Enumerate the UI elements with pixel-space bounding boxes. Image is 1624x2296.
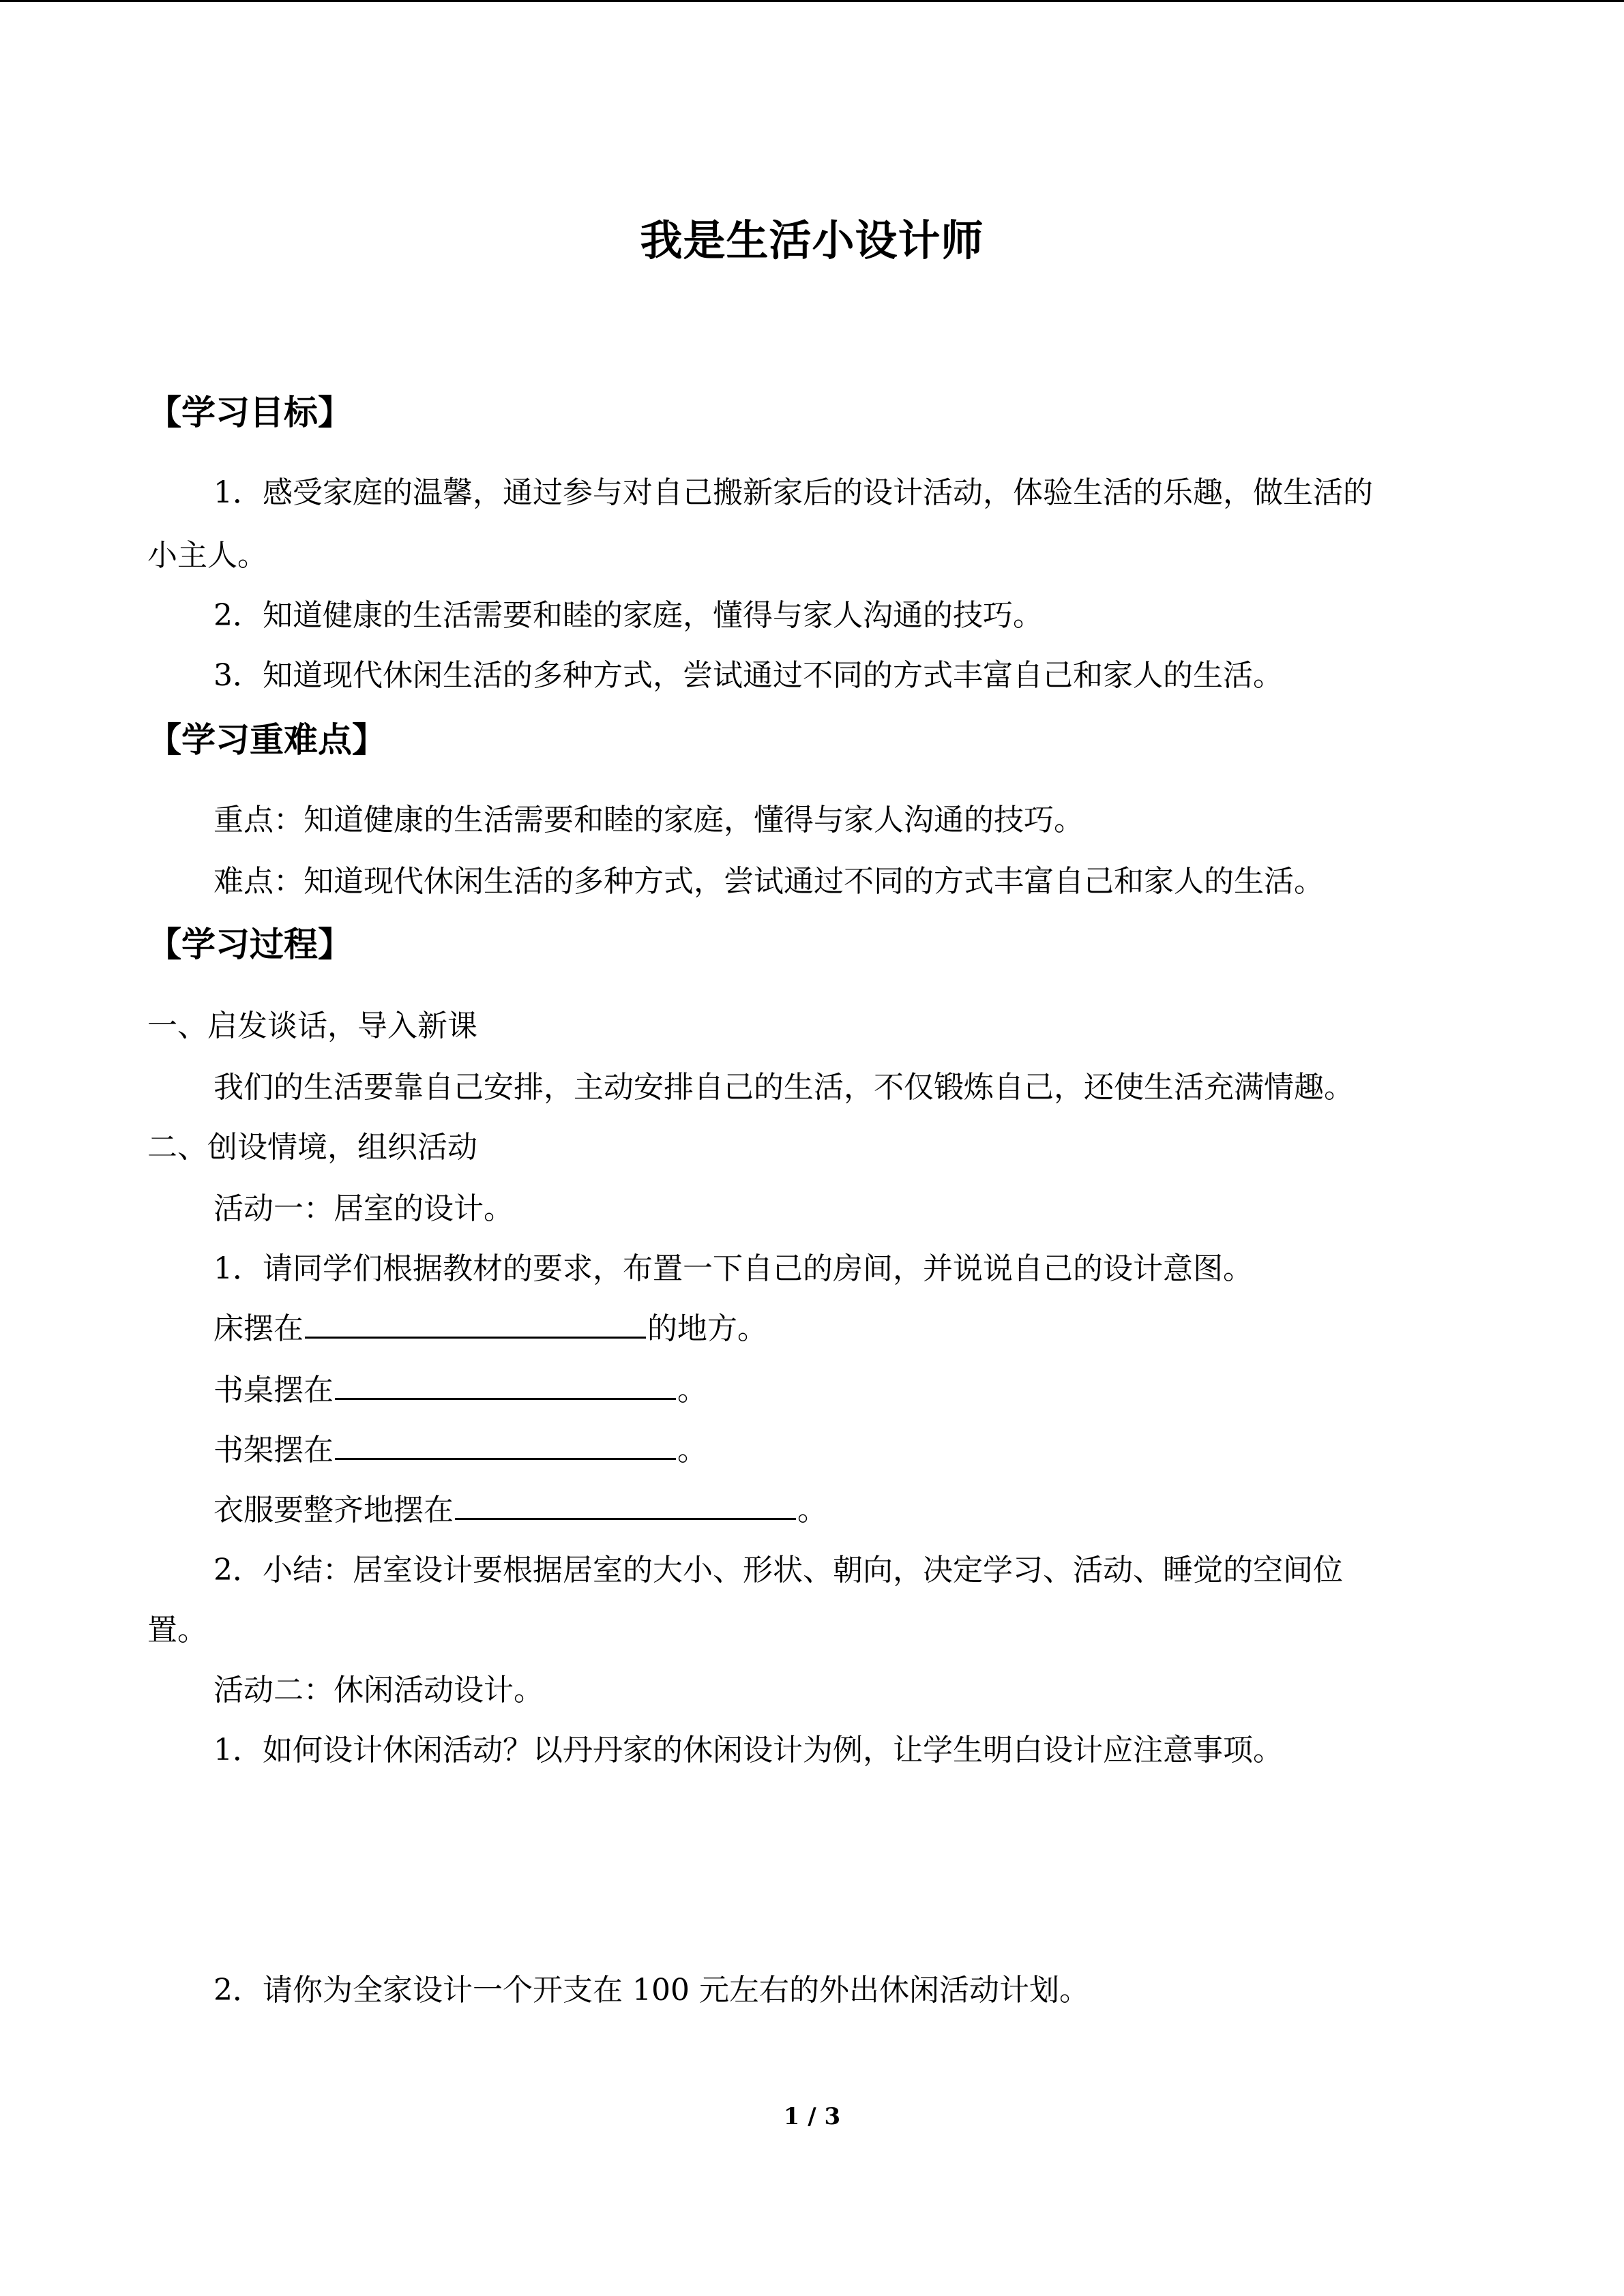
- fill-shelf-blank: [335, 1428, 676, 1460]
- difficult-point: 难点：知道现代休闲生活的多种方式，尝试通过不同的方式丰富自己和家人的生活。: [213, 864, 1324, 899]
- fill-clothes-prefix: 衣服要整齐地摆在: [213, 1493, 454, 1527]
- fill-desk-suffix: 。: [677, 1373, 707, 1407]
- activity2-question-2: 2．请你为全家设计一个开支在 100 元左右的外出休闲活动计划。: [213, 1973, 1089, 2008]
- fill-bed-suffix: 的地方。: [647, 1311, 767, 1346]
- activity1-question-1: 1．请同学们根据教材的要求，布置一下自己的房间，并说说自己的设计意图。: [213, 1251, 1253, 1286]
- activity2-title: 活动二：休闲活动设计。: [213, 1673, 544, 1708]
- activity2-question-1: 1．如何设计休闲活动？以丹丹家的休闲设计为例，让学生明白设计应注意事项。: [213, 1733, 1283, 1768]
- goal-item-1-cont: 小主人。: [147, 538, 267, 573]
- goal-item-1: 1．感受家庭的温馨，通过参与对自己搬新家后的设计活动，体验生活的乐趣，做生活的: [213, 475, 1373, 510]
- fill-desk-line: [213, 1368, 707, 1413]
- activity1-title: 活动一：居室的设计。: [213, 1191, 514, 1226]
- goal-item-3: 3．知道现代休闲生活的多种方式，尝试通过不同的方式丰富自己和家人的生活。: [213, 658, 1283, 693]
- goal-item-2: 2．知道健康的生活需要和睦的家庭，懂得与家人沟通的技巧。: [213, 598, 1043, 633]
- page-title: 我是生活小设计师: [640, 215, 984, 265]
- part1-text: 我们的生活要靠自己安排，主动安排自己的生活，不仅锻炼自己，还使生活充满情趣。: [213, 1070, 1354, 1105]
- fill-clothes-suffix: 。: [797, 1493, 827, 1527]
- part2-title: 二、创设情境，组织活动: [147, 1130, 477, 1165]
- key-point: 重点：知道健康的生活需要和睦的家庭，懂得与家人沟通的技巧。: [213, 803, 1084, 837]
- fill-bed-prefix: 床摆在: [213, 1311, 304, 1346]
- fill-clothes-blank: [455, 1488, 796, 1520]
- goals-heading: 【学习目标】: [147, 392, 352, 432]
- fill-clothes-line: [213, 1488, 827, 1533]
- page-number: 1 / 3: [783, 2103, 841, 2130]
- key-points-heading: 【学习重难点】: [147, 719, 386, 760]
- part1-title: 一、启发谈话，导入新课: [147, 1009, 477, 1043]
- fill-bed-line: [213, 1307, 767, 1352]
- activity1-summary-cont: 置。: [147, 1613, 207, 1648]
- fill-bed-blank: [305, 1307, 646, 1339]
- fill-desk-blank: [335, 1368, 676, 1400]
- fill-shelf-line: [213, 1428, 707, 1473]
- activity1-summary: 2．小结：居室设计要根据居室的大小、形状、朝向，决定学习、活动、睡觉的空间位: [213, 1553, 1343, 1587]
- fill-shelf-prefix: 书架摆在: [213, 1433, 334, 1467]
- process-heading: 【学习过程】: [147, 924, 352, 964]
- fill-desk-prefix: 书桌摆在: [213, 1373, 334, 1407]
- fill-shelf-suffix: 。: [677, 1433, 707, 1467]
